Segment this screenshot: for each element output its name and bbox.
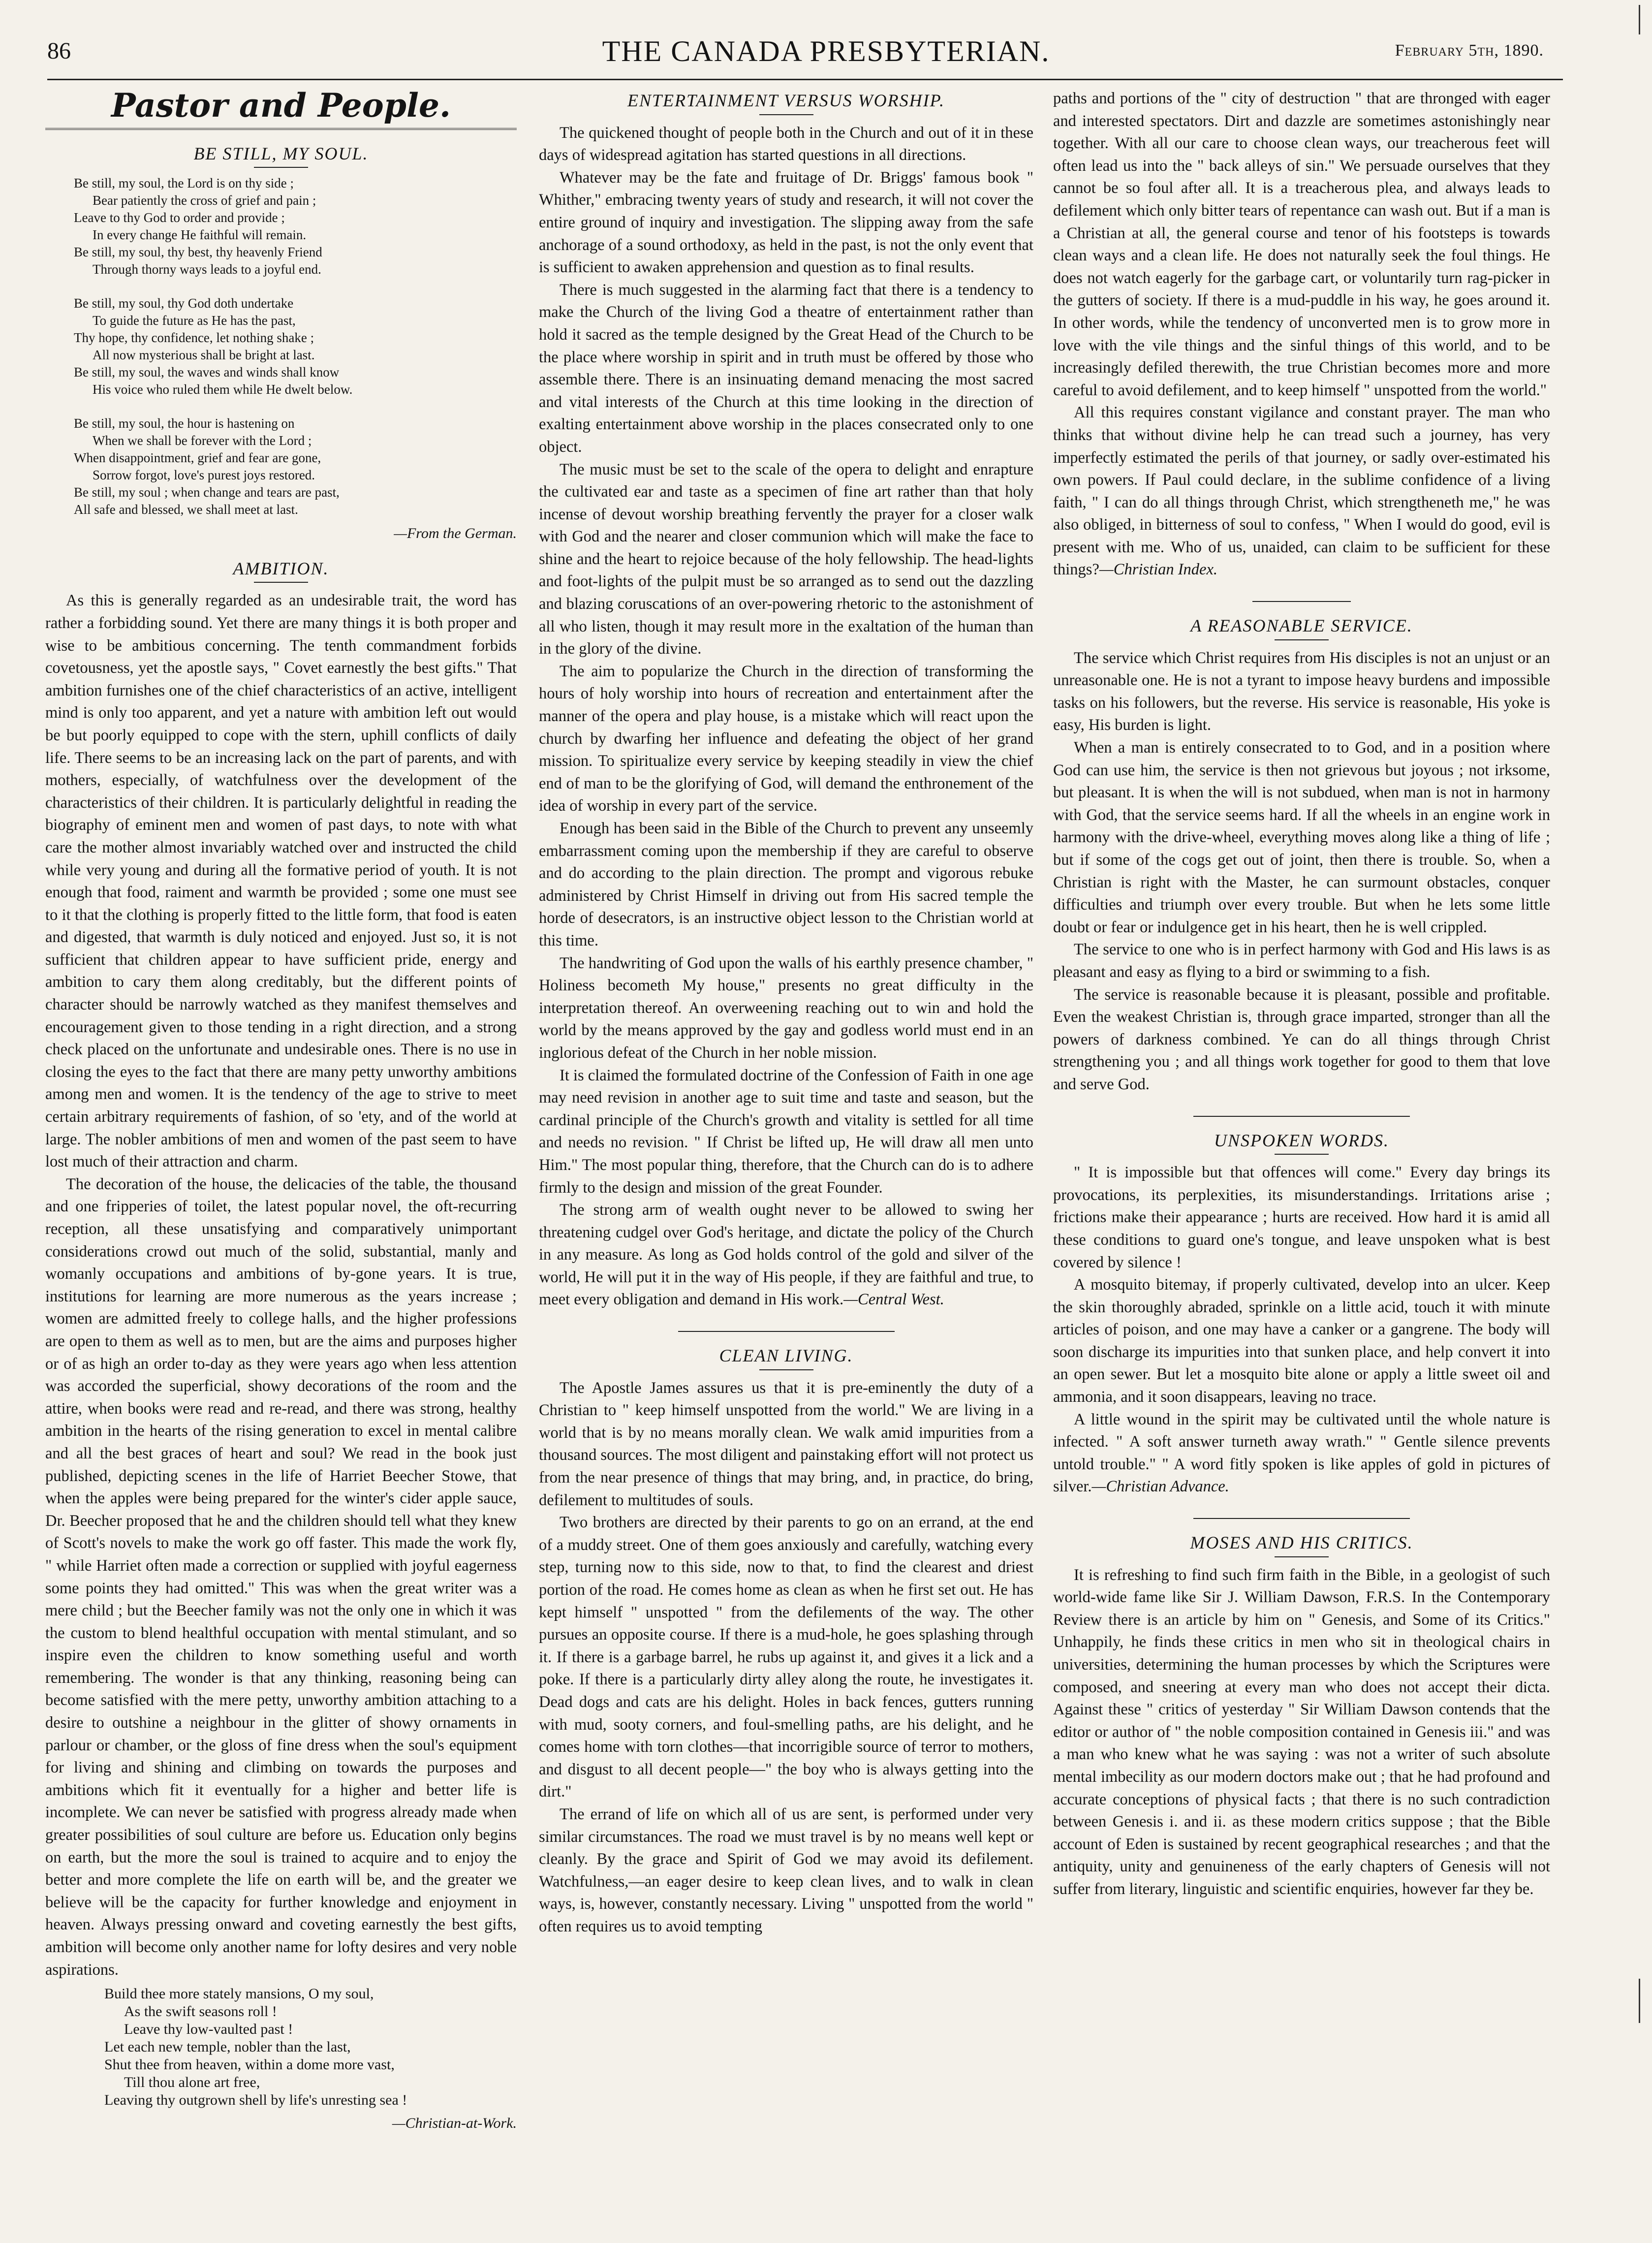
poem-line: Through thorny ways leads to a joyful end. <box>93 262 321 277</box>
edge-mark-bottom <box>1639 1979 1640 2023</box>
article-credit: —Central West. <box>843 1291 944 1309</box>
column-middle <box>539 88 1033 1938</box>
title-rule <box>759 114 813 115</box>
closing-verse <box>45 1985 517 2109</box>
poem-line: Be still, my soul, the waves and winds shall know <box>74 365 340 380</box>
issue-date: February 5th, 1890. <box>1395 41 1544 60</box>
paragraph: The decoration of the house, the delicacies of the table, the thousand and one fripperies of toilet, the latest popular novel, the oft-recurring reception, all these unsatisfying and comparatively unimportant considerations crowd out much of the solid, substantial, manly and womanly occupations and ambitions of by-gone years. It is true, institutions for learning are more numerous as the years increase ; women are admitted freely to college halls, and the higher professions are open to them as well as to men, but are the aims and purposes higher or of as high an order to-day as they were years ago when less attention was accorded the superficial, showy decorations of the room and the attire, when books were read and re-read, and there was strong, healthy ambition in the hearts of the rising generation to excel in mental calibre and all the best graces of heart and soul? We read in the book just published, depicting scenes in the life of Harriet Beecher Stowe, that when the apples were being prepared for the winter's cider apple sauce, Dr. Beecher proposed that he and the children should tell what they knew of Scott's novels to make the work go off faster. This made the work fly, " while Harriet often made a correction or supplied with joyful eagerness some points they had omitted." This was when the great writer was a mere child ; but the Beecher family was not the only one in which it was the custom to blend healthful occupation with mental stimulant, and so inspire even the children to know something useful and worth remembering. The wonder is that any thinking, reasoning being can become satisfied with the mere petty, unworthy ambition attaching to a desire to outshine a neighbour in the glitter of showy ornaments in parlour or chamber, or the gloss of fine dress when the soul's equipment for living and shining and climbing on towards the purposes and ambitions which fit it eventually for a higher and better life is incomplete. We can never be satisfied with progress already made when greater possibilities of soul culture are before us. Education only begins on earth, but the more the soul is trained to acquire and to enjoy the better and more complete the life on earth will be, and the greater we believe will be the capacity for further knowledge and enjoyment in heaven. Always pressing onward and coveting earnestly the best gifts, ambition will become only another name for lofty desires and very noble aspirations. <box>45 1175 517 1979</box>
poem-line: Be still, my soul, the hour is hastening on <box>74 416 295 431</box>
paragraph: paths and portions of the " city of destruction " that are thronged with eager and interested spectators. Dirt and dazzle are sometimes astonishingly near together. With all our care to choose clean ways, our treacherous feet will often lead us into the " back alleys of sin." We persuade ourselves that they cannot be so foul after all. It is a treacherous plea, and always leads to defilement which only bitter tears of repentance can wash out. But if a man is a Christian at all, the general course and tenor of his footsteps is towards clean ways and a clean life. He does not naturally seek the foul things. He does not watch eagerly for the garbage cart, or voluntarily turn rag-picker in the gutters of society. If there is a mud-puddle in his way, he goes around it. In other words, while the tendency of unconverted men is to grow more in love with the vile things and the sinful things of this world, and to be increasingly defiled therewith, the true Christian becomes more and more careful to avoid defilement, and to keep himself " unspotted from the world." <box>1053 90 1550 399</box>
paragraph: The errand of life on which all of us are sent, is performed under very similar circumstances. The road we must travel is by no means well kept or cleanly. By the grace and Spirit of God we may avoid its defilement. Watchfulness,—an eager desire to keep clean lives, and to walk in clean ways, is, however, constantly necessary. Living " unspotted from the world " often requires us to avoid tempting <box>539 1805 1033 1935</box>
poem-line: Sorrow forgot, love's purest joys restored. <box>93 468 315 483</box>
column-left <box>45 88 517 2135</box>
poem-line: When we shall be forever with the Lord ; <box>93 433 312 448</box>
poem-line: All safe and blessed, we shall meet at last. <box>74 502 298 517</box>
article-credit: —Christian Advance. <box>1091 1478 1229 1496</box>
section-rule <box>1193 1116 1410 1117</box>
paragraph <box>539 1199 1033 1311</box>
paragraph: The quickened thought of people both in the Church and out of it in these days of widespread agitation has started questions in all directions. <box>539 124 1033 164</box>
poem-stanza <box>74 295 517 398</box>
article-title-reasonable-service: A REASONABLE SERVICE. <box>1190 616 1413 636</box>
paragraph <box>1053 402 1550 581</box>
title-rule <box>254 582 308 583</box>
paragraph: The service which Christ requires from His disciples is not an unjust or an unreasonable one. He is not a tyrant to impose heavy burdens and impossible tasks on his followers, but the reverse. His service is reasonable, His yoke is easy, His burden is light. <box>1053 649 1550 734</box>
poem-line: Be still, my soul, thy best, thy heavenly Friend <box>74 245 322 260</box>
paragraph-text: A little wound in the spirit may be cultivated until the whole nature is infected. " A soft answer turneth away wrath." " Gentle silence prevents untold trouble." " A word fitly spoken is like apples of gold in pictures of silver. <box>1053 1410 1550 1496</box>
poem-line: In every change He faithful will remain. <box>93 227 307 243</box>
poem-line: Be still, my soul, thy God doth undertake <box>74 296 294 311</box>
verse-line: Let each new temple, nobler than the last, <box>104 2039 351 2055</box>
paragraph: The service to one who is in perfect harmony with God and His laws is as pleasant and easy as flying to a bird or swimming to a fish. <box>1053 941 1550 981</box>
edge-mark-top <box>1639 5 1640 34</box>
title-rule <box>1275 1154 1329 1155</box>
article-attribution: —Christian-at-Work. <box>392 2115 517 2132</box>
paragraph: The service is reasonable because it is pleasant, possible and profitable. Even the weakest Christian is, through grace imparted, stronger than all the powers of darkness combined. Ye can do all things through Christ strengthening you ; and all things work together for good to them that love and serve God. <box>1053 985 1550 1093</box>
paragraph: The music must be set to the scale of the opera to delight and enrapture the cultivated ear and taste as a specimen of fine art rather than that holy incense of devout worship breathing fervently the prayer for a closer walk with God and the nearer and closer communion which will make the face to shine and the heart to rejoice because of the holy fellowship. The head-lights and foot-lights of the pulpit must be so arranged as to send out the dazzling and blazing coruscations of an over-powering rhetoric to the astonishment of all who listen, though it may result more in the exaltation of the human than in the glory of the divine. <box>539 460 1033 658</box>
section-rule <box>678 1331 895 1332</box>
verse-line: Leave thy low-vaulted past ! <box>124 2021 293 2038</box>
section-rule <box>1193 1518 1410 1519</box>
poem-line: His voice who ruled them while He dwelt below. <box>93 382 353 397</box>
poem-be-still <box>45 175 517 518</box>
paragraph: The handwriting of God upon the walls of his earthly presence chamber, " Holiness becometh My house," presents no great difficulty in the interpretation thereof. An overweening reaching out to win and hold the world by the means approved by the gay and godless world must end in an inglorious defeat of the Church in her noble mission. <box>539 954 1033 1062</box>
department-heading: Pastor and People. <box>45 88 517 130</box>
verse-line: As the swift seasons roll ! <box>124 2003 277 2020</box>
poem-line: Be still, my soul ; when change and tears are past, <box>74 485 340 500</box>
page-number: 86 <box>47 38 71 64</box>
paragraph: Two brothers are directed by their parents to go on an errand, at the end of a muddy street. One of them goes anxiously and carefully, watching every step, turning now to this side, now to that, to find the clearest and driest portion of the road. He comes home as clean as when he first set out. He has kept himself " unspotted " from the defilements of the way. The other pursues an opposite course. If there is a mud-hole, he goes splashing through it. If there is a garbage barrel, he rubs up against it, and gives it a lick and a poke. If there is a particularly dirty alley along the route, he investigates it. Dead dogs and cats are his delight. Holes in back fences, gutters running with mud, sooty corners, and foul-smelling paths, are his delight, and he comes home with torn clothes—that incorrigible source of terror to mothers, and disgust to all decent people—" the boy who is always getting into the dirt." <box>539 1514 1033 1801</box>
poem-line: Be still, my soul, the Lord is on thy side ; <box>74 176 294 191</box>
verse-line: Leaving thy outgrown shell by life's unresting sea ! <box>104 2092 407 2109</box>
paragraph: The Apostle James assures us that it is pre-eminently the duty of a Christian to " keep himself unspotted from the world." We are living in a world that is by no means morally clean. We walk amid impurities from a thousand sources. The most diligent and painstaking effort will not protect us from the near presence of things that may bring, and, in practice, do bring, defilement to multitudes of souls. <box>539 1379 1033 1509</box>
poem-stanza <box>74 415 517 518</box>
paragraph: Whatever may be the fate and fruitage of Dr. Briggs' famous book " Whither," embracing twenty years of study and research, it will not cover the entire ground of inquiry and investigation. The slipping away from the safe anchorage of a sound orthodoxy, as held in the past, is not the only event that is sufficient to awaken apprehension and question as to final results. <box>539 168 1033 277</box>
article-title-moses: MOSES AND HIS CRITICS. <box>1190 1533 1413 1553</box>
article-title-ambition: AMBITION. <box>233 558 329 578</box>
article-credit: —Christian Index. <box>1099 561 1218 579</box>
poem-line: Thy hope, thy confidence, let nothing shake ; <box>74 330 314 346</box>
paragraph: When a man is entirely consecrated to to God, and in a position where God can use him, the service is then not grievous but joyous ; not irksome, but pleasant. It is when the will is not subdued, when man is not in harmony with God, that the service seems hard. If all the wheels in an engine work in harmony with the drive-wheel, everything moves along like a thing of life ; but if some of the cogs get out of joint, then there is trouble. So, when a Christian is right with the Master, he can surmount obstacles, conquer difficulties and triumph over every trouble. But when he lets some little doubt or fear or indulgence get in his heart, then he is well crippled. <box>1053 739 1550 936</box>
poem-line: All now mysterious shall be bright at last. <box>93 348 315 363</box>
paragraph <box>1053 1409 1550 1498</box>
paragraph-text: All this requires constant vigilance and constant prayer. The man who thinks that without divine help he can tread such a journey, has very imperfectly estimated the perils of that journey, or sadly over-estimated his own powers. If Paul could declare, in the sublime confidence of a living faith, " I can do all things through Christ, which strengtheneth me," he was also obliged, in bitterness of soul to confess, " When I would do good, evil is present with me. Who of us, unaided, can claim to be sufficient for these things? <box>1053 404 1550 579</box>
title-rule <box>759 1369 813 1370</box>
paragraph: The aim to popularize the Church in the direction of transforming the hours of holy worship into hours of recreation and entertainment after the manner of the opera and play house, is a mistake which will react upon the church by dwarfing her influence and defeating the object of her grand mission. To spiritualize every service by keeping steadily in view the chief end of man to be the glorifying of God, will demand the enthronement of the idea of worship in every part of the service. <box>539 662 1033 815</box>
article-title-be-still: BE STILL, MY SOUL. <box>193 143 369 163</box>
poem-line: When disappointment, grief and fear are gone, <box>74 450 321 466</box>
masthead: THE CANADA PRESBYTERIAN. <box>602 35 1050 67</box>
title-rule <box>254 167 308 168</box>
title-rule <box>1275 639 1329 640</box>
article-title-unspoken-words: UNSPOKEN WORDS. <box>1214 1130 1389 1150</box>
paragraph: There is much suggested in the alarming fact that there is a tendency to make the Church of the living God a theatre of entertainment rather than hold it sacred as the temple designed by the Great Head of the Church to be the place where worship in spirit and in truth must be offered by those who assemble there. There is an insinuating demand menacing the most sacred and vital interests of the Church at this time looking in the direction of exalting entertainment above worship in the places consecrated only to one object. <box>539 281 1033 456</box>
page-header <box>0 0 1652 79</box>
section-rule <box>1252 601 1351 602</box>
poem-attribution: —From the German. <box>394 525 517 542</box>
verse-line: Build thee more stately mansions, O my soul, <box>104 1986 374 2002</box>
paragraph: A mosquito bitemay, if properly cultivated, develop into an ulcer. Keep the skin thoroughly abraded, sprinkle on a little acid, touch it with minute articles of poison, and one may have a canker or a gangrene. The body will soon discharge its impurities into that sunken place, and help convert it into an open sewer. But let a mosquito bite alone or apply a little sweet oil and ammonia, and it soon disappears, leaving no trace. <box>1053 1276 1550 1406</box>
poem-stanza <box>74 175 517 278</box>
header-rule <box>47 79 1563 80</box>
title-rule <box>1275 1556 1329 1557</box>
verse-line: Shut thee from heaven, within a dome more vast, <box>104 2056 395 2073</box>
poem-line: Bear patiently the cross of grief and pain ; <box>93 193 316 208</box>
verse-line: Till thou alone art free, <box>124 2074 260 2091</box>
paragraph: It is claimed the formulated doctrine of the Confession of Faith in one age may need revision in another age to suit time and taste and season, but the cardinal principle of the Church's growth and vitality is settled for all time and needs no revision. " If Christ be lifted up, He will draw all men unto Him." The most popular thing, therefore, that the Church can do is to adhere firmly to the design and mission of the great Founder. <box>539 1066 1034 1197</box>
paragraph: " It is impossible but that offences will come." Every day brings its provocations, its perplexities, its misunderstandings. Irritations arise ; frictions make their appearance ; hurts are received. How hard it is amid all these conditions to guard one's tongue, and leave unspoken what is best covered by silence ! <box>1053 1164 1550 1271</box>
article-title-entertainment: ENTERTAINMENT VERSUS WORSHIP. <box>627 91 945 110</box>
poem-line: To guide the future as He has the past, <box>93 313 296 328</box>
column-right <box>1053 88 1550 1901</box>
paragraph: Enough has been said in the Bible of the Church to prevent any unseemly embarrassment coming upon the membership if they are careful to observe and do according to the plain direction. The prompt and vigorous rebuke administered by Christ Himself in driving out from His sacred temple the horde of desecrators, is an instructive object lesson to the Christian world at this time. <box>539 820 1033 949</box>
poem-line: Leave to thy God to order and provide ; <box>74 210 285 225</box>
paragraph: It is refreshing to find such firm faith in the Bible, in a geologist of such world-wide fame like Sir J. William Dawson, F.R.S. In the Contemporary Review there is an article by him on " Genesis, and Some of its Critics." Unhappily, he finds these critics in men who sit in theological chairs in universities, determining the human processes by which the Scriptures were composed, and sneering at every man who does not accept their dicta. Against these " critics of yesterday " Sir William Dawson contends that the editor or author of " the noble composition contained in Genesis iii." and was a man who knew what he was saying : was not a writer of such absolute mental imbecility as our modern doctors make out ; that he had profound and accurate conceptions of physical facts ; that there is no such contradiction between Genesis i. and ii. as these modern critics suppose ; that the Bible account of Eden is sustained by recent geographical researches ; and that the antiquity, unity and genuineness of the early chapters of Genesis will not suffer from literary, linguistic and scientific enquiries, however far they be. <box>1053 1566 1550 1898</box>
paragraph-text: The strong arm of wealth ought never to be allowed to swing her threatening cudgel over God's heritage, and dictate the policy of the Church in any measure. As long as God holds control of the gold and silver of the world, He will put it in the way of His people, if they are faithful and true, to meet every obligation and demand in His work. <box>539 1201 1033 1309</box>
article-title-clean-living: CLEAN LIVING. <box>719 1346 853 1366</box>
paragraph: As this is generally regarded as an undesirable trait, the word has rather a forbidding sound. Yet there are many things it is both proper and wise to be ambitious concerning. The tenth commandment forbids covetousness, yet the apostle says, " Covet earnestly the best gifts." That ambition furnishes one of the chief characteristics of an active, intelligent mind is only too apparent, and yet a nature with ambition left out would be but poorly equipped to cope with the stern, uphill conflicts of daily life. There seems to be an increasing lack on the part of parents, and with mothers, especially, of watchfulness over the development of the characteristics of their children. It is particularly delightful in reading the biography of eminent men and women of past days, to note with what care the mother almost invariably watched over and instructed the child while very young and during all the formative period of youth. It is not enough that food, raiment and warmth be provided ; some one must see to it that the clothing is properly fitted to the little form, that food is eaten and digested, that warmth is duly noticed and enjoyed. Just so, it is not sufficient that children appear to have sufficient pride, energy and ambition to cary them along creditably, but the different points of character should be narrowly watched as they manifest themselves and encouragement given to those tending in a right direction, and a strong check placed on the unfortunate and undesirable ones. There is no use in closing the eyes to the fact that there are many petty unworthy ambitions among men and women. It is the tendency of the age to strive to meet certain arbitrary requirements of fashion, of so 'ety, and of the world at large. The nobler ambitions of men and women of the past seem to have lost much of their attraction and charm. <box>45 592 517 1171</box>
